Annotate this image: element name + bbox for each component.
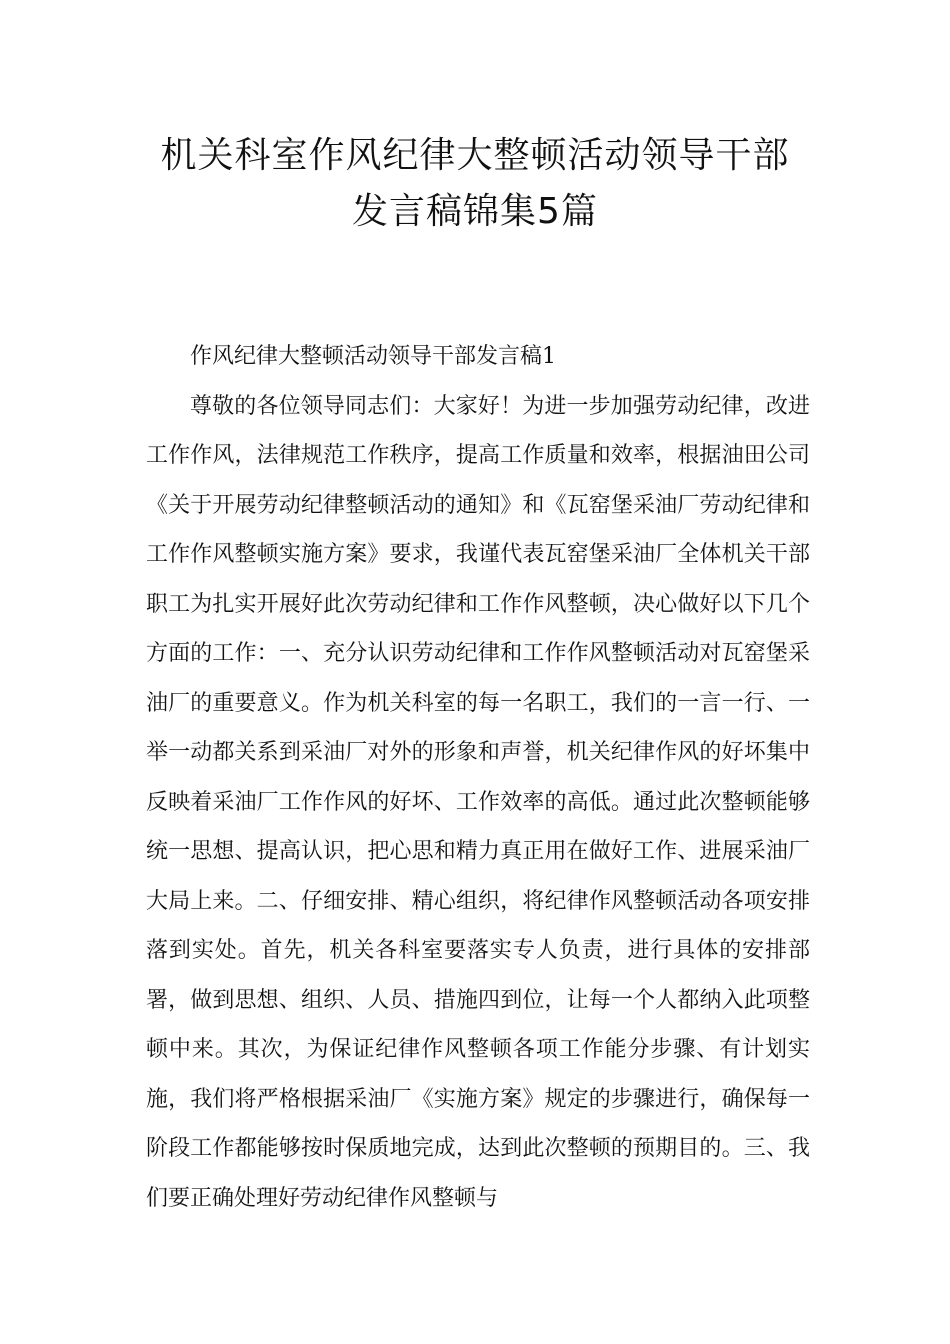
document-title [100, 128, 850, 240]
title-line-2: 发言稿锦集5篇 [352, 191, 598, 232]
body-paragraph: 尊敬的各位领导同志们：大家好！为进一步加强劳动纪律，改进工作作风，法律规范工作秩序，提高工作质量和效率，根据油田公司《关于开展劳动纪律整顿活动的通知》和《瓦窑堡采油厂劳动纪律和工作作风整顿实施方案》要求，我谨代表瓦窑堡采油厂全体机关干部职工为扎实开展好此次劳动纪律和工作作风整顿，决心做好以下几个方面的工作：一、充分认识劳动纪律和工作作风整顿活动对瓦窑堡采油厂的重要意义。作为机关科室的每一名职工，我们的一言一行、一举一动都关系到采油厂对外的形象和声誉，机关纪律作风的好坏集中反映着采油厂工作作风的好坏、工作效率的高低。通过此次整顿能够统一思想、提高认识，把心思和精力真正用在做好工作、进展采油厂大局上来。二、仔细安排、精心组织，将纪律作风整顿活动各项安排落到实处。首先，机关各科室要落实专人负责，进行具体的安排部署，做到思想、组织、人员、措施四到位，让每一个人都纳入此项整顿中来。其次，为保证纪律作风整顿各项工作能分步骤、有计划实施，我们将严格根据采油厂《实施方案》规定的步骤进行，确保每一阶段工作都能够按时保质地完成，达到此次整顿的预期目的。三、我们要正确处理好劳动纪律作风整顿与 [146, 393, 810, 1211]
title-line-1: 机关科室作风纪律大整顿活动领导干部 [160, 135, 790, 176]
document-body [146, 332, 810, 1223]
section-heading: 作风纪律大整顿活动领导干部发言稿1 [190, 344, 556, 369]
